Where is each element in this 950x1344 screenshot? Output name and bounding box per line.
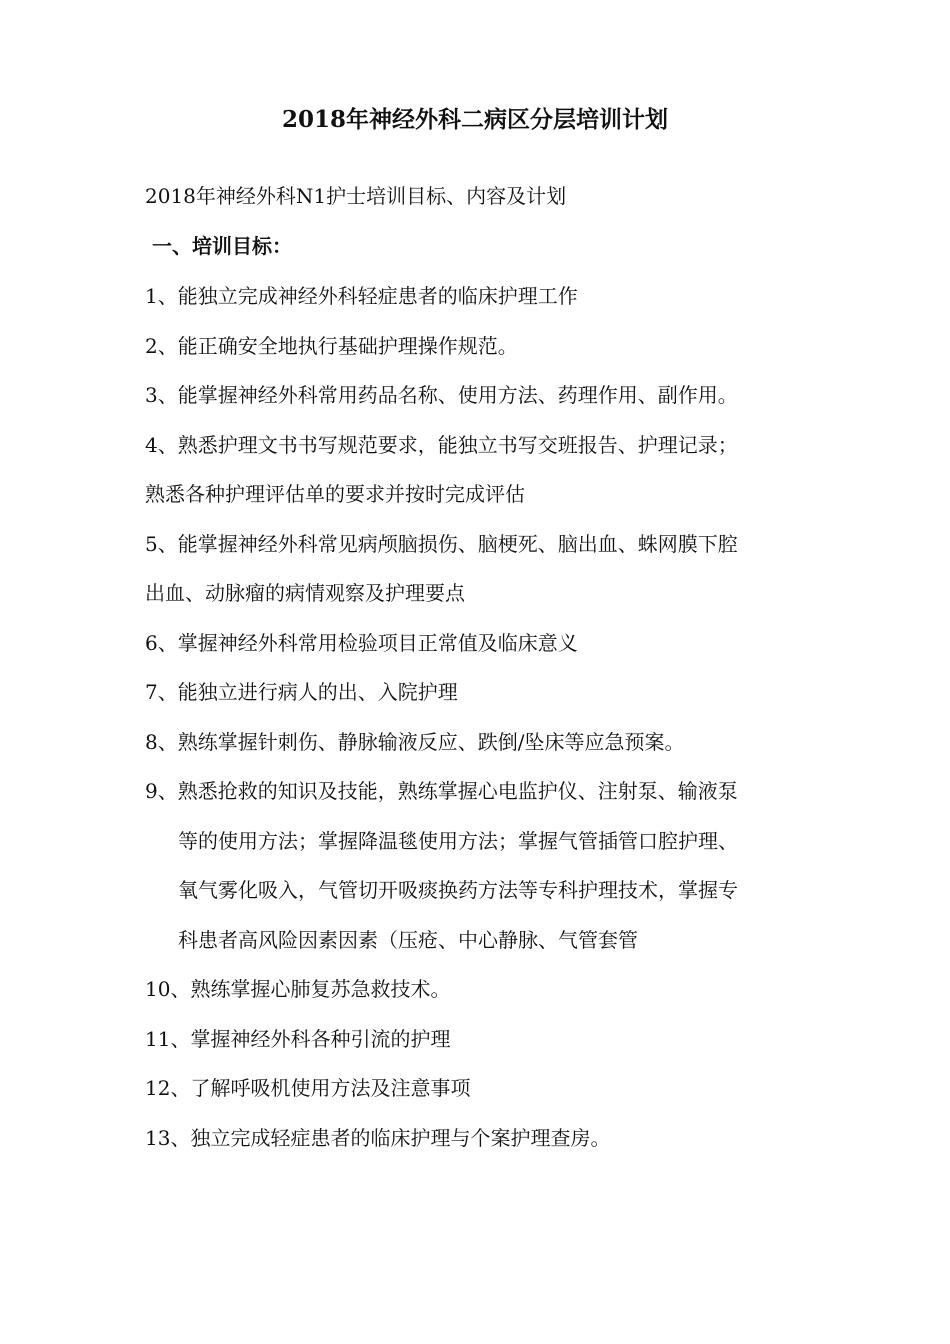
goal-line-continuation: 出血、动脉瘤的病情观察及护理要点 bbox=[145, 581, 465, 605]
goal-line: 3、能掌握神经外科常用药品名称、使用方法、药理作用、副作用。 bbox=[145, 383, 738, 407]
goal-line: 9、熟悉抢救的知识及技能，熟练掌握心电监护仪、注射泵、输液泵 bbox=[145, 779, 738, 803]
goal-line: 11、掌握神经外科各种引流的护理 bbox=[145, 1026, 451, 1051]
goal-line-continuation: 熟悉各种护理评估单的要求并按时完成评估 bbox=[145, 482, 525, 506]
document-title: 2018年神经外科二病区分层培训计划 bbox=[281, 106, 668, 133]
goal-line: 12、了解呼吸机使用方法及注意事项 bbox=[145, 1076, 471, 1100]
goal-line-continuation: 等的使用方法；掌握降温毯使用方法；掌握气管插管口腔护理、 bbox=[178, 828, 738, 853]
goal-line: 6、掌握神经外科常用检验项目正常值及临床意义 bbox=[145, 630, 578, 655]
goal-line-continuation: 科患者高风险因素因素（压疮、中心静脉、气管套管 bbox=[178, 927, 638, 952]
goal-line: 13、独立完成轻症患者的临床护理与个案护理查房。 bbox=[145, 1125, 611, 1150]
goal-line-continuation: 氧气雾化吸入，气管切开吸痰换药方法等专科护理技术，掌握专 bbox=[178, 878, 738, 902]
section-heading: 一、培训目标： bbox=[152, 234, 292, 258]
training-goals-list bbox=[145, 278, 825, 1169]
goal-line: 4、熟悉护理文书书写规范要求，能独立书写交班报告、护理记录； bbox=[145, 432, 738, 457]
goal-line: 8、熟练掌握针刺伤、静脉输液反应、跌倒/坠床等应急预案。 bbox=[145, 729, 685, 754]
goal-line: 1、能独立完成神经外科轻症患者的临床护理工作 bbox=[145, 284, 578, 308]
goal-line: 2、能正确安全地执行基础护理操作规范。 bbox=[145, 333, 518, 358]
document-subtitle: 2018年神经外科N1护士培训目标、内容及计划 bbox=[145, 184, 567, 208]
goal-line: 5、能掌握神经外科常见病颅脑损伤、脑梗死、脑出血、蛛网膜下腔 bbox=[145, 531, 738, 556]
goal-line: 10、熟练掌握心肺复苏急救技术。 bbox=[145, 977, 451, 1001]
goal-line: 7、能独立进行病人的出、入院护理 bbox=[145, 680, 458, 704]
